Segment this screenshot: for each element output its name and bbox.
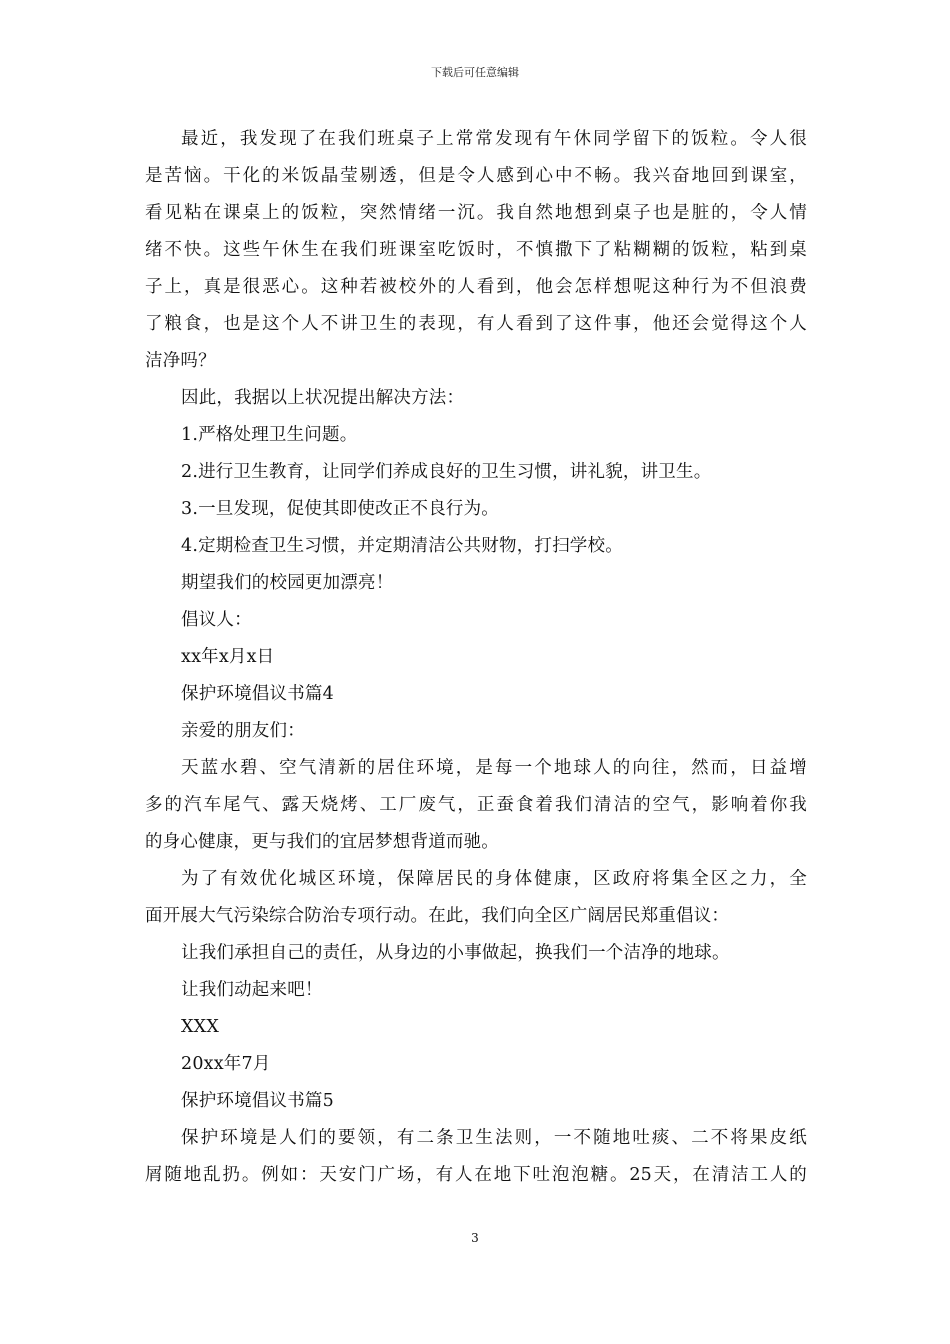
text-line: 子上，真是很恶心。这种若被校外的人看到，他会怎样想呢这种行为不但浪费 xyxy=(145,277,807,297)
text-line: 保护环境倡议书篇4 xyxy=(181,684,334,704)
text-line: 让我们动起来吧！ xyxy=(181,980,323,1000)
text-line: 的身心健康，更与我们的宜居梦想背道而驰。 xyxy=(145,832,499,852)
text-line: 面开展大气污染综合防治专项行动。在此，我们向全区广阔居民郑重倡议： xyxy=(145,906,730,926)
text-line: 4.定期检查卫生习惯，并定期清洁公共财物，打扫学校。 xyxy=(181,536,623,556)
text-line: 天蓝水碧、空气清新的居住环境，是每一个地球人的向往，然而，日益增 xyxy=(181,758,807,778)
page-number: 3 xyxy=(471,1231,479,1245)
text-line: 最近，我发现了在我们班桌子上常常发现有午休同学留下的饭粒。令人很 xyxy=(181,129,807,149)
text-line: 亲爱的朋友们： xyxy=(181,721,305,741)
text-line: 1.严格处理卫生问题。 xyxy=(181,425,358,445)
text-line: 是苦恼。干化的米饭晶莹剔透，但是令人感到心中不畅。我兴奋地回到课室， xyxy=(145,166,807,186)
text-line: xx年x月x日 xyxy=(181,647,275,667)
text-line: 屑随地乱扔。例如：天安门广场，有人在地下吐泡泡糖。25天，在清洁工人的 xyxy=(145,1165,807,1185)
text-line: 洁净吗？ xyxy=(145,351,216,371)
text-line: 3.一旦发现，促使其即使改正不良行为。 xyxy=(181,499,499,519)
text-line: 绪不快。这些午休生在我们班课室吃饭时，不慎撒下了粘糊糊的饭粒，粘到桌 xyxy=(145,240,807,260)
document-body xyxy=(145,121,807,1194)
text-line: 20xx年7月 xyxy=(181,1054,271,1074)
text-line: 保护环境是人们的要领，有二条卫生法则，一不随地吐痰、二不将果皮纸 xyxy=(181,1128,807,1148)
text-line: 期望我们的校园更加漂亮！ xyxy=(181,573,394,593)
text-line: 让我们承担自己的责任，从身边的小事做起，换我们一个洁净的地球。 xyxy=(181,943,730,963)
text-line: 2.进行卫生教育，让同学们养成良好的卫生习惯，讲礼貌，讲卫生。 xyxy=(181,462,712,482)
text-line: 看见粘在课桌上的饭粒，突然情绪一沉。我自然地想到桌子也是脏的，令人情 xyxy=(145,203,807,223)
text-line: 为了有效优化城区环境，保障居民的身体健康，区政府将集全区之力，全 xyxy=(181,869,807,889)
text-line: 了粮食，也是这个人不讲卫生的表现，有人看到了这件事，他还会觉得这个人 xyxy=(145,314,807,334)
text-line: 多的汽车尾气、露天烧烤、工厂废气，正蚕食着我们清洁的空气，影响着你我 xyxy=(145,795,807,815)
text-line: 因此，我据以上状况提出解决方法： xyxy=(181,388,465,408)
text-line: 保护环境倡议书篇5 xyxy=(181,1091,334,1111)
text-line: XXX xyxy=(181,1017,219,1037)
text-line: 倡议人： xyxy=(181,610,252,630)
page-header: 下载后可任意编辑 xyxy=(431,66,519,79)
